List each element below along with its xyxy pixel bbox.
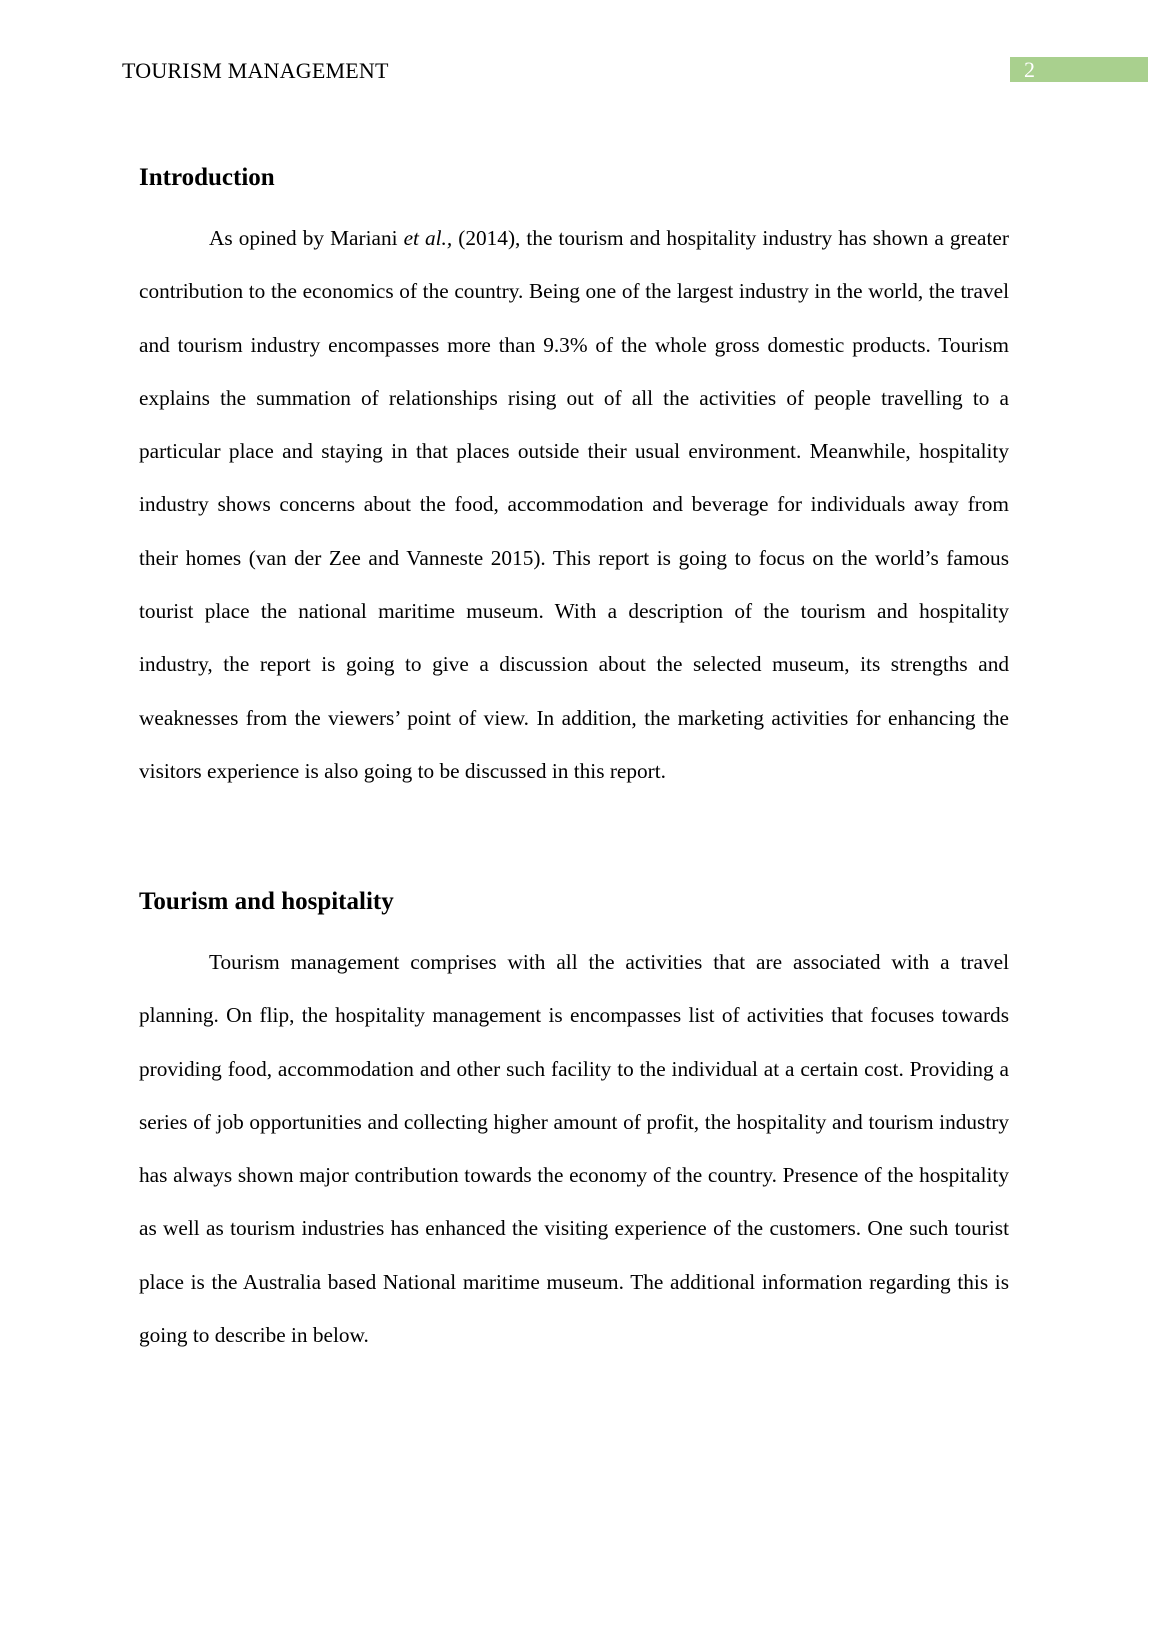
section-heading-introduction: Introduction [139,164,275,191]
section-heading-tourism-hospitality: Tourism and hospitality [139,888,394,915]
introduction-paragraph [139,212,1009,798]
page-number-badge [1010,57,1148,82]
intro-text-start: As opined by Mariani [209,226,404,250]
page-number: 2 [1024,57,1035,82]
running-header-title: TOURISM MANAGEMENT [122,58,389,83]
intro-text-rest: (2014), the tourism and hospitality industry has shown a greater contribution to the economics of the country. Being one of the largest industry in the world, the travel and tourism industry encompasses more than 9.3% of the whole gross domestic products. Tourism explains the summation of relationships rising out of all the activities of people travelling to a particular place and staying in that places outside their usual environment. Meanwhile, hospitality industry shows concerns about the food, accommodation and beverage for individuals away from their homes (van der Zee and Vanneste 2015). This report is going to focus on the world’s famous tourist place the national maritime museum. With a description of the tourism and hospitality industry, the report is going to give a discussion about the selected museum, its strengths and weaknesses from the viewers’ point of view. In addition, the marketing activities for enhancing the visitors experience is also going to be discussed in this report. [139,226,1009,783]
intro-citation-italic: et al., [403,226,453,250]
tourism-hospitality-paragraph: Tourism management comprises with all the activities that are associated with a travel planning. On flip, the hospitality management is encompasses list of activities that focuses towards providing food, accommodation and other such facility to the individual at a certain cost. Providing a series of job opportunities and collecting higher amount of profit, the hospitality and tourism industry has always shown major contribution towards the economy of the country. Presence of the hospitality as well as tourism industries has enhanced the visiting experience of the customers. One such tourist place is the Australia based National maritime museum. The additional information regarding this is going to describe in below. [139,950,1009,1348]
